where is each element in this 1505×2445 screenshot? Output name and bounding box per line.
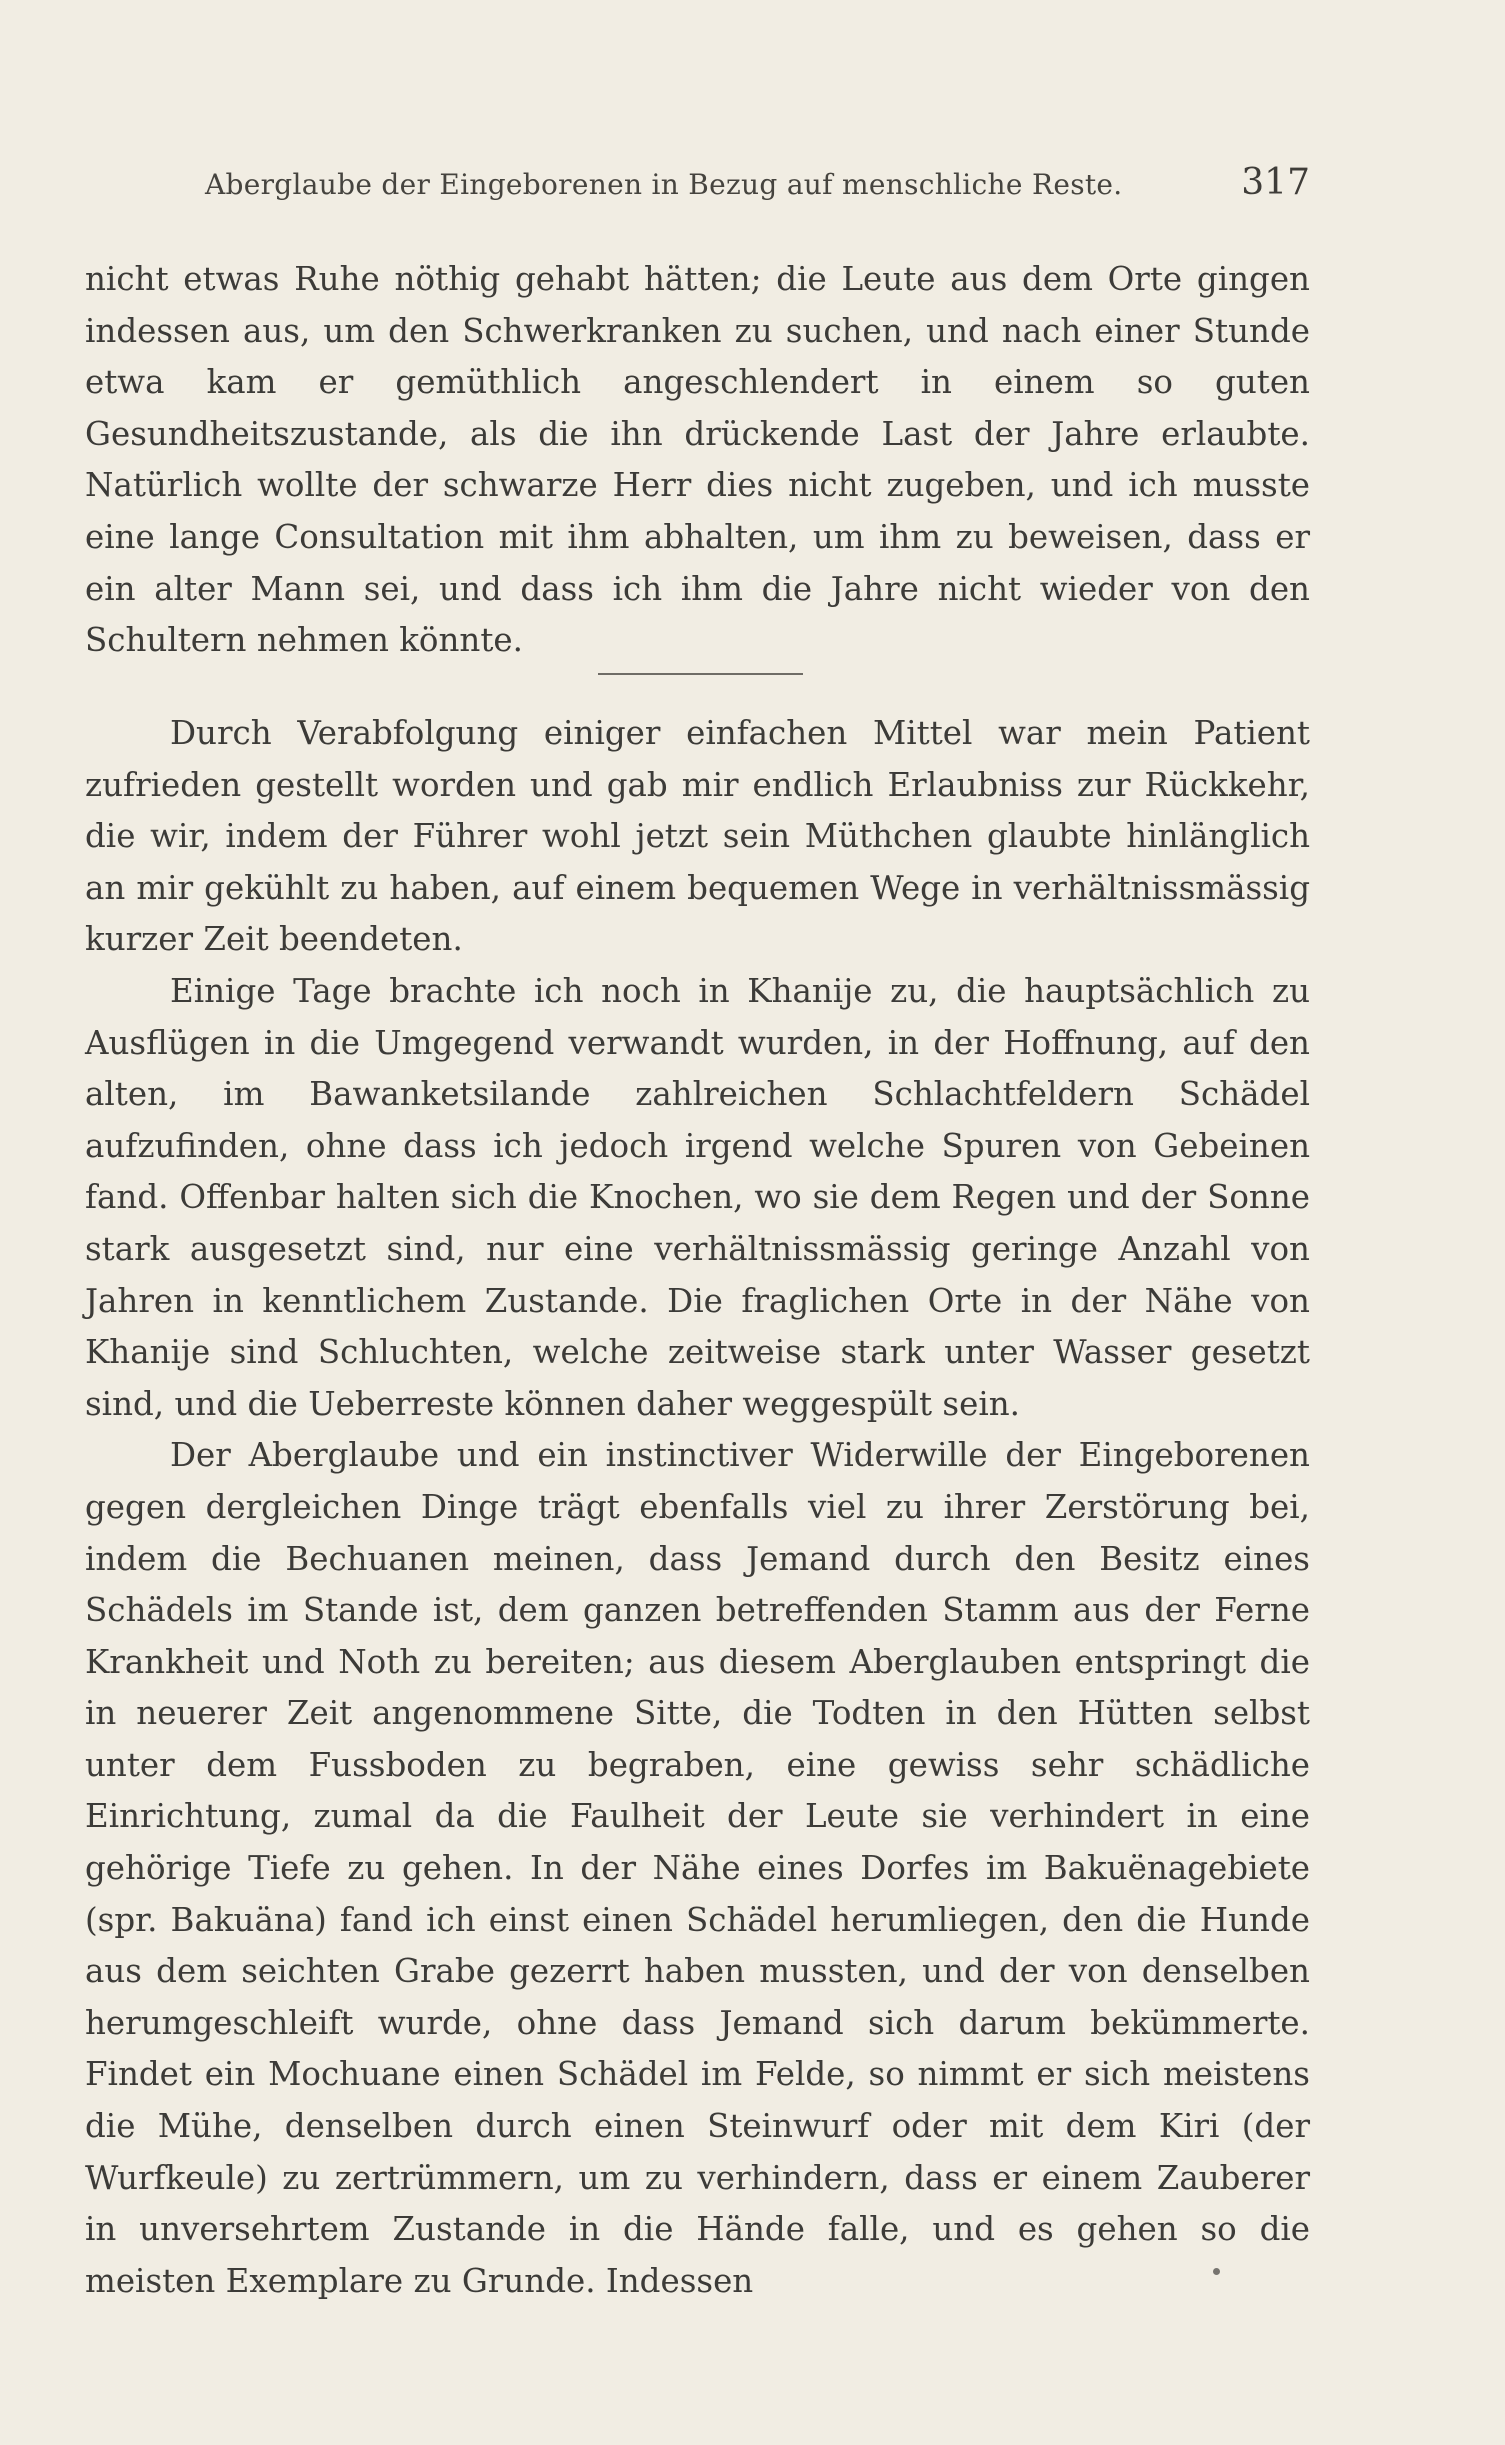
page-header (205, 162, 1310, 212)
section-divider (598, 673, 803, 675)
text-block-continued (85, 254, 1310, 667)
paragraph: Durch Verabfolgung einiger einfachen Mittel war mein Patient zufrieden gestellt worden und gab mir endlich Erlaubniss zur Rückkehr, die wir, indem der Führer wohl jetzt sein Müthchen glaubte hinlänglich an mir gekühlt zu haben, auf einem bequemen Wege in verhältnissmässig kurzer Zeit beendeten. (85, 714, 1310, 959)
paragraph: Einige Tage brachte ich noch in Khanije zu, die hauptsächlich zu Ausflügen in die Umgegend verwandt wurden, in der Hoffnung, auf den alten, im Bawanketsilande zahlreichen Schlachtfeldern Schädel aufzufinden, ohne dass ich jedoch irgend welche Spuren von Gebeinen fand. Offenbar halten sich die Knochen, wo sie dem Regen und der Sonne stark ausgesetzt sind, nur eine verhältnissmässig geringe Anzahl von Jahren in kenntlichem Zustande. Die fraglichen Orte in der Nähe von Khanije sind Schluchten, welche zeitweise stark unter Wasser gesetzt sind, und die Ueberreste können daher weggespült sein. (85, 971, 1310, 1423)
paragraph: Der Aberglaube und ein instinctiver Widerwille der Eingeborenen gegen dergleichen Dinge trägt ebenfalls viel zu ihrer Zerstörung bei, indem die Bechuanen meinen, dass Jemand durch den Besitz eines Schädels im Stande ist, dem ganzen betreffenden Stamm aus der Ferne Krankheit und Noth zu bereiten; aus diesem Aberglauben entspringt die in neuerer Zeit angenommene Sitte, die Todten in den Hütten selbst unter dem Fussboden zu begraben, eine gewiss sehr schädliche Einrichtung, zumal da die Faulheit der Leute sie verhindert in eine gehörige Tiefe zu gehen. In der Nähe eines Dorfes im Bakuënagebiete (spr. Bakuäna) fand ich einst einen Schädel herumliegen, den die Hunde aus dem seichten Grabe gezerrt haben mussten, und der von denselben herumgeschleift wurde, ohne dass Jemand sich darum bekümmerte. Findet ein Mochuane einen Schädel im Felde, so nimmt er sich meistens die Mühe, denselben durch einen Steinwurf oder mit dem Kiri (der Wurfkeule) zu zertrümmern, um zu verhindern, dass er einem Zauberer in unversehrtem Zustande in die Hände falle, und es gehen so die meisten Exemplare zu Grunde. Indessen (85, 1436, 1310, 2300)
page-number: 317 (1241, 162, 1310, 203)
running-title: Aberglaube der Eingeborenen in Bezug auf menschliche Reste. (205, 168, 1123, 201)
paragraph-continued: nicht etwas Ruhe nöthig gehabt hätten; die Leute aus dem Orte gingen indessen aus, um den Schwerkranken zu suchen, und nach einer Stunde etwa kam er gemüthlich angeschlendert in einem so guten Gesundheitszustande, als die ihn drückende Last der Jahre erlaubte. Natürlich wollte der schwarze Herr dies nicht zugeben, und ich musste eine lange Consultation mit ihm abhalten, um ihm zu beweisen, dass er ein alter Mann sei, und dass ich ihm die Jahre nicht wieder von den Schultern nehmen könnte. (85, 260, 1310, 660)
ink-dot-mark (1213, 2268, 1220, 2275)
text-block-main (85, 708, 1310, 2307)
